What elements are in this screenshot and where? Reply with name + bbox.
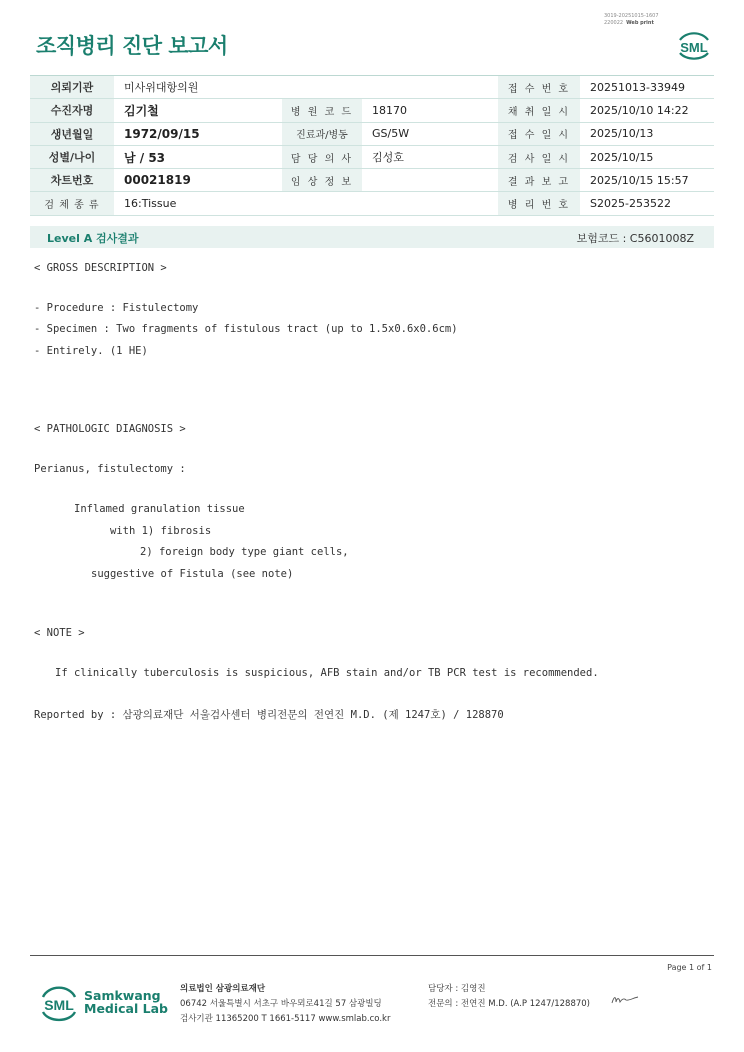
table-row xyxy=(30,76,714,99)
diagnosis-line: 2) foreign body type giant cells, xyxy=(140,546,349,558)
info-value: 00021819 xyxy=(114,169,282,192)
info-value: 16:Tissue xyxy=(114,192,498,215)
info-label: 검 사 일 시 xyxy=(498,145,580,168)
staff-name: 김영진 xyxy=(460,984,486,994)
info-label: 채 취 일 시 xyxy=(498,99,580,122)
info-value: 2025/10/10 14:22 xyxy=(580,99,714,122)
info-value: S2025-253522 xyxy=(580,192,714,215)
staff-label: 담당자 : xyxy=(428,984,459,994)
brand-name xyxy=(84,989,168,1015)
gross-header: < GROSS DESCRIPTION > xyxy=(34,262,167,274)
insurance-code: 보험코드 : C5601008Z xyxy=(576,232,694,245)
info-value: 1972/09/15 xyxy=(114,122,282,145)
diagnosis-line: suggestive of Fistula (see note) xyxy=(91,568,294,580)
table-row xyxy=(30,99,714,122)
address-line: 06742 서울특별시 서초구 바우뫼로41길 57 삼광빌딩 xyxy=(180,999,382,1009)
diagnosis-header: < PATHOLOGIC DIAGNOSIS > xyxy=(34,423,186,435)
table-row xyxy=(30,192,714,215)
diagnosis-line: with 1) fibrosis xyxy=(110,525,212,537)
info-value: 2025/10/15 15:57 xyxy=(580,169,714,192)
logo-text: SML xyxy=(680,40,708,55)
level-label: Level A 검사결과 xyxy=(47,232,139,245)
info-label: 검 체 종 류 xyxy=(30,192,114,215)
contact-line: 검사기관 11365200 T 1661-5117 www.smlab.co.kr xyxy=(180,1014,391,1024)
info-label: 임 상 정 보 xyxy=(282,169,362,192)
org-name: 의료법인 삼광의료재단 xyxy=(180,984,266,994)
page-title: 조직병리 진단 보고서 xyxy=(36,34,228,58)
info-label: 진료과/병동 xyxy=(282,122,362,145)
brand-line1: Samkwang xyxy=(84,988,161,1003)
info-value: 미사위대항의원 xyxy=(114,76,498,99)
diagnosis-site: Perianus, fistulectomy : xyxy=(34,463,186,475)
sml-logo-icon xyxy=(674,26,714,64)
info-value: 김성호 xyxy=(362,145,498,168)
table-row xyxy=(30,145,714,168)
info-label: 결 과 보 고 xyxy=(498,169,580,192)
footer-divider xyxy=(30,955,714,956)
result-level-bar xyxy=(30,226,714,248)
footer-address xyxy=(180,982,390,1027)
info-value: 20251013-33949 xyxy=(580,76,714,99)
info-label: 성별/나이 xyxy=(30,145,114,168)
print-meta-line2: 220022 xyxy=(604,20,624,26)
footer-logo-text: SML xyxy=(44,997,74,1013)
info-label: 병 리 번 호 xyxy=(498,192,580,215)
gross-line: - Procedure : Fistulectomy xyxy=(34,302,199,314)
web-print-label: Web print xyxy=(626,20,654,26)
page-number: Page 1 of 1 xyxy=(667,963,712,972)
specialist-label: 전문의 : xyxy=(428,999,459,1009)
info-label: 생년월일 xyxy=(30,122,114,145)
info-label: 담 당 의 사 xyxy=(282,145,362,168)
info-value: 김기철 xyxy=(114,99,282,122)
info-value: GS/5W xyxy=(362,122,498,145)
brand-line2: Medical Lab xyxy=(84,1001,168,1016)
info-label: 접 수 일 시 xyxy=(498,122,580,145)
table-row xyxy=(30,169,714,192)
gross-line: - Specimen : Two fragments of fistulous tract (up to 1.5x0.6x0.6cm) xyxy=(34,323,458,335)
info-value: 2025/10/15 xyxy=(580,145,714,168)
sml-footer-logo-icon xyxy=(38,981,80,1025)
table-row xyxy=(30,122,714,145)
specialist-name: 전연진 M.D. (A.P 1247/128870) xyxy=(460,999,590,1009)
info-label: 수진자명 xyxy=(30,99,114,122)
patient-info-table xyxy=(30,75,714,216)
info-label: 차트번호 xyxy=(30,169,114,192)
print-meta xyxy=(604,13,659,27)
note-header: < NOTE > xyxy=(34,627,85,639)
info-value xyxy=(362,169,498,192)
info-value: 남 / 53 xyxy=(114,145,282,168)
info-value: 18170 xyxy=(362,99,498,122)
info-label: 의뢰기관 xyxy=(30,76,114,99)
signature-icon xyxy=(610,994,640,1006)
footer-staff xyxy=(428,982,590,1012)
info-label: 접 수 번 호 xyxy=(498,76,580,99)
info-value: 2025/10/13 xyxy=(580,122,714,145)
print-meta-line1: 3019-20251015-1607 xyxy=(604,13,659,19)
note-text: If clinically tuberculosis is suspicious, AFB stain and/or TB PCR test is recommended. xyxy=(55,667,599,679)
diagnosis-line: Inflamed granulation tissue xyxy=(74,503,245,515)
gross-line: - Entirely. (1 HE) xyxy=(34,345,148,357)
reported-by: Reported by : 삼광의료재단 서울검사센터 병리전문의 전연진 M.D. (제 1247호) / 128870 xyxy=(34,709,504,721)
info-label: 병 원 코 드 xyxy=(282,99,362,122)
